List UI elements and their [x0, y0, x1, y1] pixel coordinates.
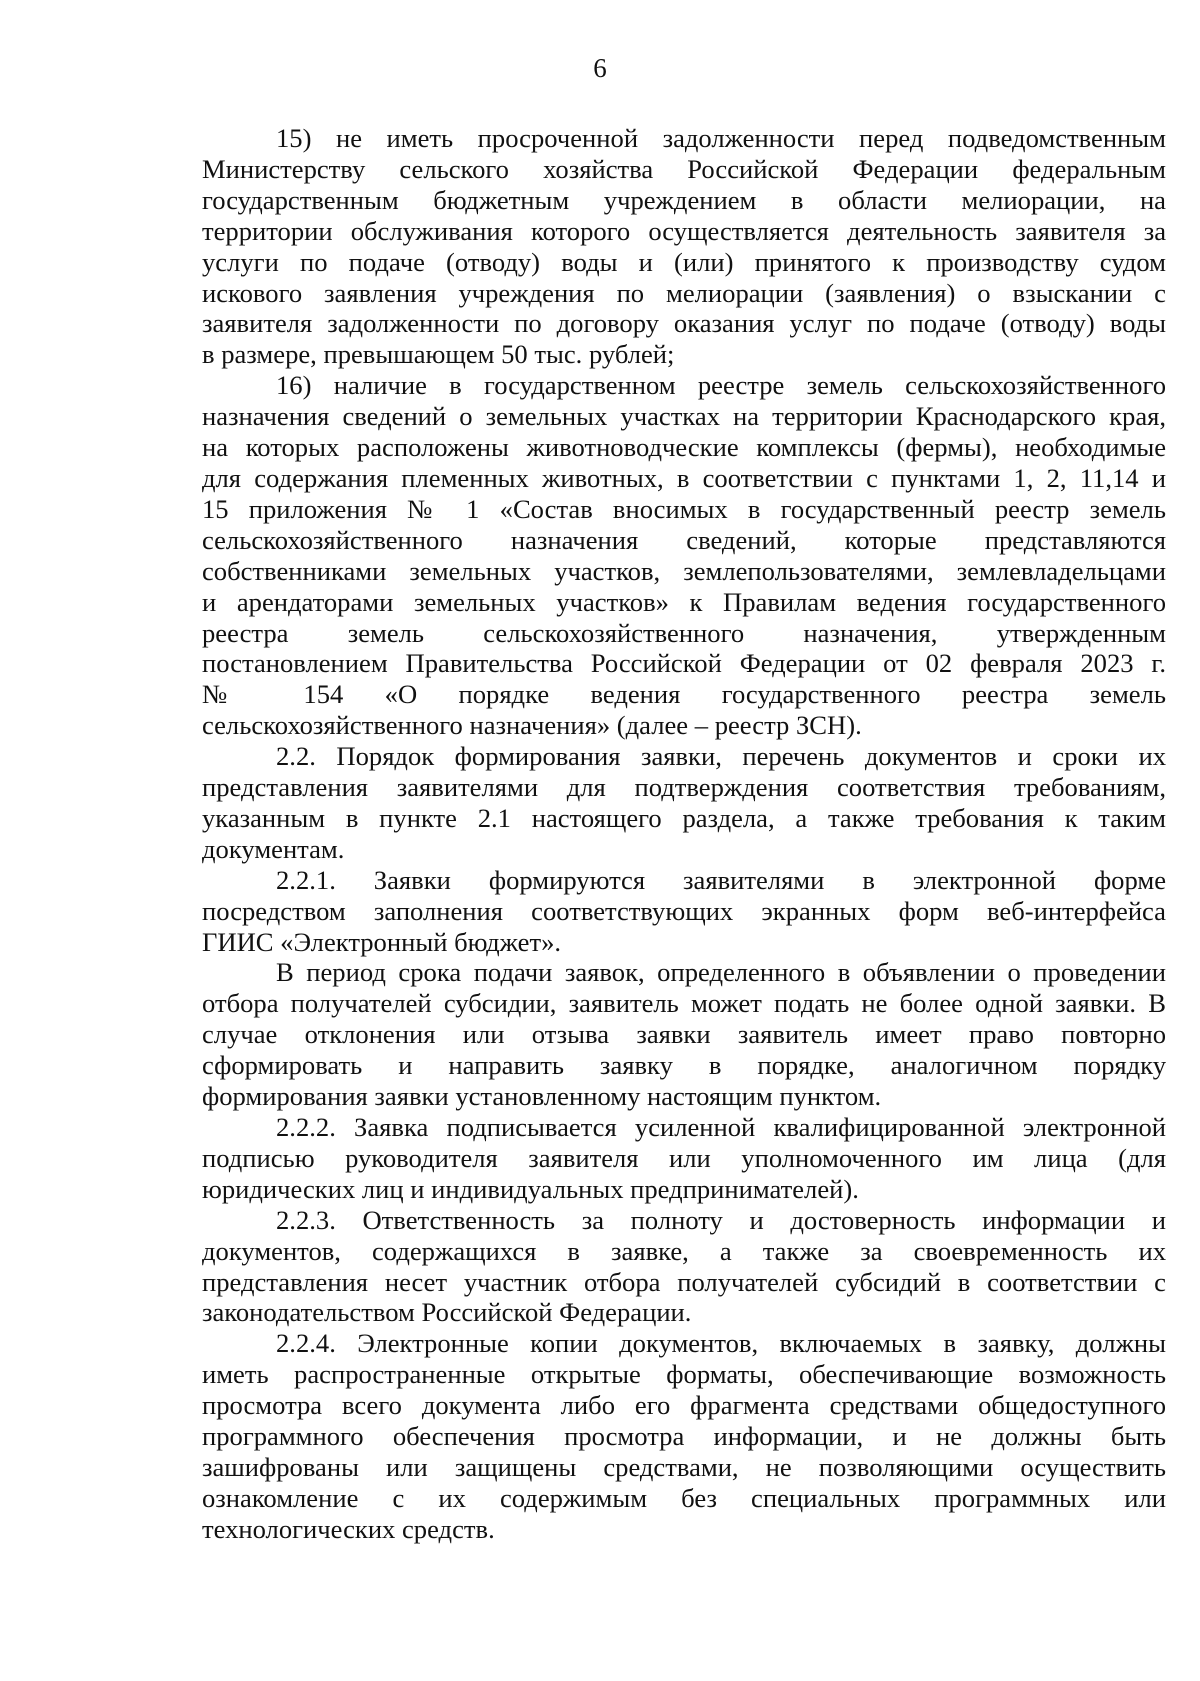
text-line: посредством заполнения соответствующих экранных форм веб-интерфейса	[202, 895, 1166, 926]
text-line: в размере, превышающем 50 тыс. рублей;	[202, 339, 675, 370]
text-line: заявителя задолженности по договору оказания услуг по подаче (отводу) воды	[202, 308, 1166, 339]
page-number: 6	[593, 53, 607, 83]
text-line: для содержания племенных животных, в соответствии с пунктами 1, 2, 11,14 и	[202, 462, 1166, 493]
text-line: законодательством Российской Федерации.	[202, 1297, 692, 1328]
text-line: зашифрованы или защищены средствами, не позволяющими осуществить	[202, 1451, 1166, 1482]
text-line: 2.2.1. Заявки формируются заявителями в электронной форме	[276, 864, 1166, 895]
paragraph	[202, 1112, 1166, 1205]
text-line: назначения сведений о земельных участках на территории Краснодарского края,	[202, 401, 1166, 432]
text-line: 2.2.2. Заявка подписывается усиленной квалифицированной электронной	[276, 1112, 1166, 1142]
text-line: формирования заявки установленному настоящим пунктом.	[202, 1081, 882, 1112]
text-line: 15) не иметь просроченной задолженности перед подведомственным	[276, 123, 1166, 153]
text-line: 2.2.3. Ответственность за полноту и достоверность информации и	[276, 1204, 1166, 1235]
text-line: В период срока подачи заявок, определенного в объявлении о проведении	[276, 957, 1166, 988]
text-line: собственниками земельных участков, землепользователями, землевладельцами	[202, 555, 1166, 586]
text-line: документам.	[202, 833, 345, 864]
text-line: 15 приложения № 1 «Состав вносимых в государственный реестр земель	[202, 493, 1166, 524]
text-line: и арендаторами земельных участков» к Правилам ведения государственного	[202, 586, 1166, 617]
text-line: просмотра всего документа либо его фрагмента средствами общедоступного	[202, 1390, 1166, 1421]
text-line: 16) наличие в государственном реестре земель сельскохозяйственного	[276, 370, 1166, 401]
text-line: программного обеспечения просмотра информации, и не должны быть	[202, 1421, 1166, 1452]
text-line: документов, содержащихся в заявке, а также за своевременность их	[202, 1235, 1166, 1266]
text-line: территории обслуживания которого осуществляется деятельность заявителя за	[202, 215, 1166, 246]
text-line: № 154 «О порядке ведения государственного реестра земель	[202, 679, 1166, 710]
text-line: ГИИС «Электронный бюджет».	[202, 926, 562, 957]
text-line: отбора получателей субсидии, заявитель может подать не более одной заявки. В	[202, 988, 1166, 1019]
paragraph	[202, 865, 1166, 958]
text-line: юридических лиц и индивидуальных предпринимателей).	[202, 1173, 859, 1204]
paragraph	[202, 1205, 1166, 1329]
text-line: государственным бюджетным учреждением в области мелиорации, на	[202, 184, 1166, 215]
text-line: сельскохозяйственного назначения» (далее – реестр ЗСН).	[202, 710, 862, 741]
text-line: реестра земель сельскохозяйственного назначения, утвержденным	[202, 617, 1166, 648]
text-line: иметь распространенные открытые форматы, обеспечивающие возможность	[202, 1359, 1166, 1390]
text-line: 2.2. Порядок формирования заявки, перечень документов и сроки их	[276, 741, 1166, 772]
text-line: на которых расположены животноводческие комплексы (фермы), необходимые	[202, 432, 1166, 463]
paragraph	[202, 741, 1166, 865]
text-line: сформировать и направить заявку в порядке, аналогичном порядку	[202, 1050, 1166, 1081]
document-body	[202, 123, 1166, 1545]
text-line: сельскохозяйственного назначения сведений, которые представляются	[202, 524, 1166, 555]
text-line: Министерству сельского хозяйства Российской Федерации федеральным	[202, 153, 1166, 184]
text-line: искового заявления учреждения по мелиорации (заявления) о взыскании с	[202, 277, 1166, 308]
text-line: подписью руководителя заявителя или уполномоченного им лица (для	[202, 1142, 1166, 1173]
text-line: услуги по подаче (отводу) воды и (или) принятого к производству судом	[202, 246, 1166, 277]
text-line: ознакомление с их содержимым без специальных программных или	[202, 1482, 1166, 1513]
paragraph	[202, 957, 1166, 1112]
text-line: представления несет участник отбора получателей субсидий в соответствии с	[202, 1266, 1166, 1297]
text-line: представления заявителями для подтверждения соответствия требованиям,	[202, 772, 1166, 803]
paragraph	[202, 370, 1166, 741]
text-line: 2.2.4. Электронные копии документов, включаемых в заявку, должны	[276, 1328, 1166, 1359]
text-line: постановлением Правительства Российской Федерации от 02 февраля 2023 г.	[202, 648, 1166, 679]
text-line: случае отклонения или отзыва заявки заявитель имеет право повторно	[202, 1019, 1166, 1050]
paragraph	[202, 1328, 1166, 1544]
text-line: технологических средств.	[202, 1513, 495, 1544]
text-line: указанным в пункте 2.1 настоящего раздела, а также требования к таким	[202, 802, 1166, 833]
paragraph	[202, 123, 1166, 370]
